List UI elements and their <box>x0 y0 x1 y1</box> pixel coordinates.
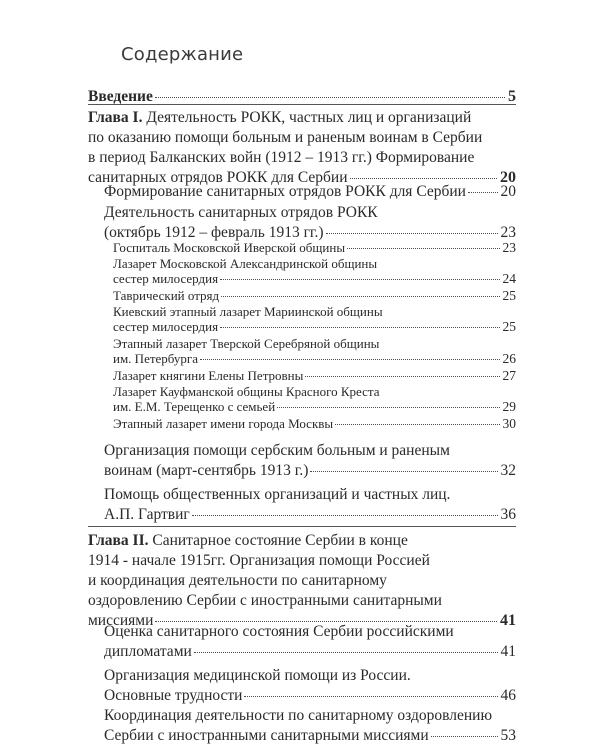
toc-entry-title: Госпиталь Московской Иверской общины <box>113 240 346 255</box>
toc-entry-line: Координация деятельности по санитарному оздоровлению <box>104 707 493 724</box>
dot-leader <box>155 97 505 98</box>
toc-entry-line: по оказанию помощи больным и раненым воинам в Сербии <box>88 129 483 146</box>
toc-page-number: 20 <box>500 169 516 186</box>
toc-page-number: 23 <box>500 224 516 241</box>
separator-line <box>88 104 516 105</box>
toc-title: Содержание <box>121 44 244 65</box>
toc-page-number: 46 <box>500 687 516 704</box>
toc-entry-subsection <box>113 304 516 334</box>
toc-entry-title: Введение <box>88 88 153 105</box>
toc-entry-section <box>104 485 516 525</box>
toc-entry-title: Формирование санитарных отрядов РОКК для Сербии <box>104 183 466 200</box>
toc-entry-chapter-1 <box>88 108 516 188</box>
toc-entry-title: санитарных отрядов РОКК для Сербии <box>88 169 348 186</box>
dot-leader <box>220 327 499 328</box>
toc-entry-line: Этапный лазарет Тверской Серебряной общины <box>113 336 380 351</box>
toc-entry-section <box>104 622 516 662</box>
chapter-label: Глава II. <box>88 532 149 549</box>
toc-page-number: 53 <box>500 727 516 744</box>
toc-entry-subsection <box>113 384 516 414</box>
separator-line <box>88 526 516 527</box>
toc-entry-title: Сербии с иностранными санитарными миссиями <box>104 727 429 744</box>
toc-page-number: 29 <box>502 399 516 414</box>
toc-entry-subsection <box>113 240 516 255</box>
dot-leader <box>277 407 499 408</box>
toc-entry-subsection <box>113 256 516 286</box>
toc-entry-line: Киевский этапный лазарет Мариинской общины <box>113 304 383 319</box>
toc-page-number: 24 <box>502 271 516 286</box>
dot-leader <box>310 471 497 472</box>
dot-leader <box>347 248 499 249</box>
dot-leader <box>468 192 498 193</box>
toc-entry-line: 1914 - начале 1915гг. Организация помощи Россией <box>88 552 430 569</box>
toc-entry-chapter-2 <box>88 531 516 631</box>
dot-leader <box>244 696 497 697</box>
toc-entry-line: Оценка санитарного состояния Сербии российскими <box>104 623 454 640</box>
dot-leader <box>200 359 499 360</box>
toc-entry-line: Помощь общественных организаций и частных лиц. <box>104 486 451 503</box>
toc-entry-subsection <box>113 288 516 303</box>
toc-entry-subsection <box>113 368 516 383</box>
toc-entry-subsection <box>113 416 516 431</box>
toc-entry-line: Деятельность РОКК, частных лиц и организаций <box>146 109 472 126</box>
dot-leader <box>305 376 499 377</box>
toc-entry-line: Организация медицинской помощи из России. <box>104 667 411 684</box>
dot-leader <box>335 424 499 425</box>
toc-entry-section <box>104 706 516 746</box>
toc-page-number: 41 <box>500 612 516 629</box>
toc-entry-title: А.П. Гартвиг <box>104 506 190 523</box>
toc-entry-title: (октябрь 1912 – февраль 1913 гг.) <box>104 224 324 241</box>
toc-entry-line: Лазарет Московской Александринской общины <box>113 256 378 271</box>
toc-entry-line: Санитарное состояние Сербии в конце <box>152 532 408 549</box>
toc-entry-title: Этапный лазарет имени города Москвы <box>113 416 334 431</box>
dot-leader <box>220 279 499 280</box>
toc-page-number: 25 <box>502 319 516 334</box>
toc-entry-title: дипломатами <box>104 643 192 660</box>
toc-entry-title: Основные трудности <box>104 687 243 704</box>
toc-entry-section <box>104 666 516 706</box>
toc-entry-line: оздоровлению Сербии с иностранными санитарными <box>88 592 442 609</box>
toc-entry-title: сестер милосердия <box>113 271 219 286</box>
toc-page-number: 20 <box>500 183 516 200</box>
toc-entry-title: воинам (март-сентябрь 1913 г.) <box>104 462 309 479</box>
dot-leader <box>192 515 498 516</box>
toc-entry-title: им. Е.М. Терещенко с семьей <box>113 399 276 414</box>
toc-entry-line: Лазарет Кауфманской общины Красного Креста <box>113 384 380 399</box>
toc-page-number: 36 <box>500 506 516 523</box>
toc-entry-title: сестер милосердия <box>113 319 219 334</box>
toc-page-number: 30 <box>502 416 516 431</box>
toc-page-number: 26 <box>502 351 516 366</box>
dot-leader <box>431 736 498 737</box>
toc-entry-line: Организация помощи сербским больным и раненым <box>104 442 450 459</box>
toc-entry-line: Деятельность санитарных отрядов РОКК <box>104 204 378 221</box>
toc-entry-section <box>104 441 516 481</box>
toc-entry-title: Лазарет княгини Елены Петровны <box>113 368 304 383</box>
chapter-label: Глава I. <box>88 109 143 126</box>
toc-entry-section <box>104 182 516 202</box>
dot-leader <box>194 652 498 653</box>
toc-entry-title: им. Петербурга <box>113 351 199 366</box>
toc-page-number: 32 <box>500 462 516 479</box>
toc-page-number: 23 <box>502 240 516 255</box>
dot-leader <box>350 178 498 179</box>
toc-page-number: 25 <box>502 288 516 303</box>
toc-entry-title: Таврический отряд <box>113 288 220 303</box>
dot-leader <box>221 296 499 297</box>
toc-entry-section <box>104 203 516 243</box>
toc-entry-line: в период Балканских войн (1912 – 1913 гг.) Формирование <box>88 149 475 166</box>
toc-entry-subsection <box>113 336 516 366</box>
toc-page-number: 5 <box>508 88 516 105</box>
toc-entry-title: миссиями <box>88 612 154 629</box>
toc-entry-line: и координация деятельности по санитарному <box>88 572 387 589</box>
dot-leader <box>326 233 498 234</box>
toc-page-number: 27 <box>502 368 516 383</box>
toc-page-number: 41 <box>500 643 516 660</box>
